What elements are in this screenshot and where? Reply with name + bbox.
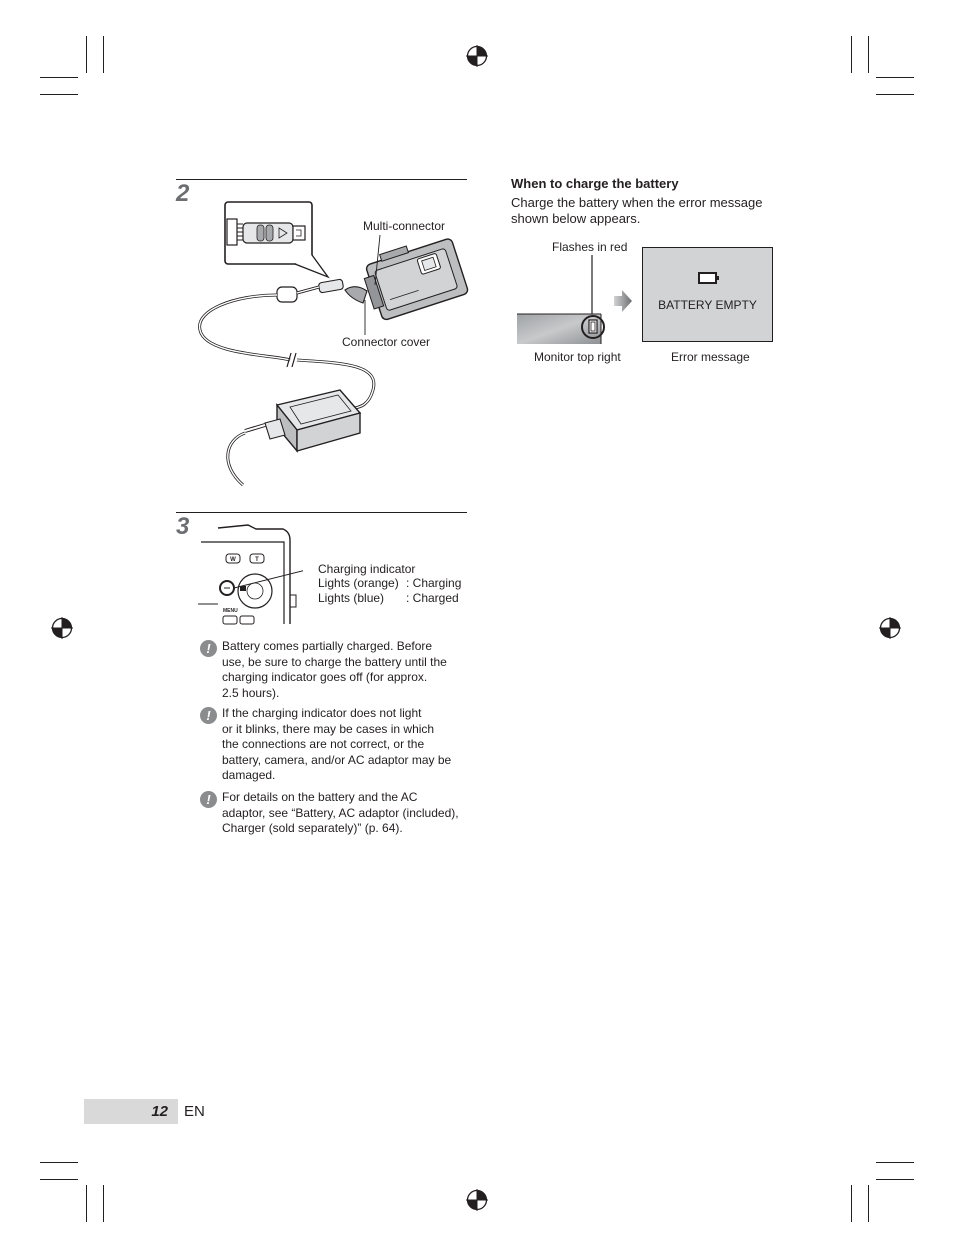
caution-icon: ! — [200, 791, 217, 808]
error-message-label: Error message — [671, 350, 750, 364]
monitor-top-right-label: Monitor top right — [534, 350, 621, 364]
when-to-charge-heading: When to charge the battery — [511, 176, 679, 191]
step-2-number: 2 — [176, 180, 190, 207]
registration-mark-icon — [879, 617, 901, 639]
camera-back-illustration — [198, 520, 303, 625]
error-message-panel — [642, 247, 773, 342]
lights-blue-label: Lights (blue) — [318, 591, 385, 605]
step-3-number: 3 — [176, 513, 190, 540]
caution-note-text: If the charging indicator does not light or it blinks, there may be cases in which the connections are not correct, or the battery, camera, and/or AC adaptor may be damaged. — [222, 706, 452, 782]
caution-note-text: Battery comes partially charged. Before use, be sure to charge the battery until the charging indicator goes off (for approx. 2.5 hours). — [222, 639, 447, 700]
caution-note-text: For details on the battery and the AC adaptor, see “Battery, AC adaptor (included), Charger (sold separately)” (p. 64). — [222, 790, 459, 835]
page-number: 12 — [151, 1103, 168, 1120]
registration-mark-icon — [51, 617, 73, 639]
step-2-rule — [176, 179, 467, 180]
caution-note — [200, 791, 470, 839]
flashes-in-red-label: Flashes in red — [552, 240, 628, 254]
camera-w-button: W — [230, 557, 236, 563]
caution-note — [200, 707, 470, 785]
connector-cover-label: Connector cover — [342, 335, 431, 349]
battery-empty-icon — [698, 272, 720, 284]
caution-note — [200, 640, 470, 700]
registration-mark-icon — [466, 1189, 488, 1211]
when-to-charge-body: Charge the battery when the error message shown below appears. — [511, 195, 763, 226]
charging-indicator-label: Charging indicator — [318, 562, 416, 576]
registration-mark-icon — [466, 45, 488, 67]
lights-orange-status: : Charging — [406, 576, 462, 590]
page-number-band — [84, 1099, 178, 1124]
lights-orange-label: Lights (orange) — [318, 576, 399, 590]
multi-connector-label: Multi-connector — [363, 219, 446, 233]
camera-t-button: T — [255, 557, 259, 563]
language-label: EN — [184, 1103, 205, 1120]
caution-icon: ! — [200, 640, 217, 657]
step-3-rule — [176, 512, 467, 513]
camera-menu-label: MENU — [223, 608, 238, 614]
monitor-corner-illustration — [517, 255, 607, 345]
arrow-right-icon — [614, 290, 632, 312]
lights-blue-status: : Charged — [406, 591, 459, 605]
battery-empty-text: BATTERY EMPTY — [658, 298, 757, 312]
caution-icon: ! — [200, 707, 217, 724]
